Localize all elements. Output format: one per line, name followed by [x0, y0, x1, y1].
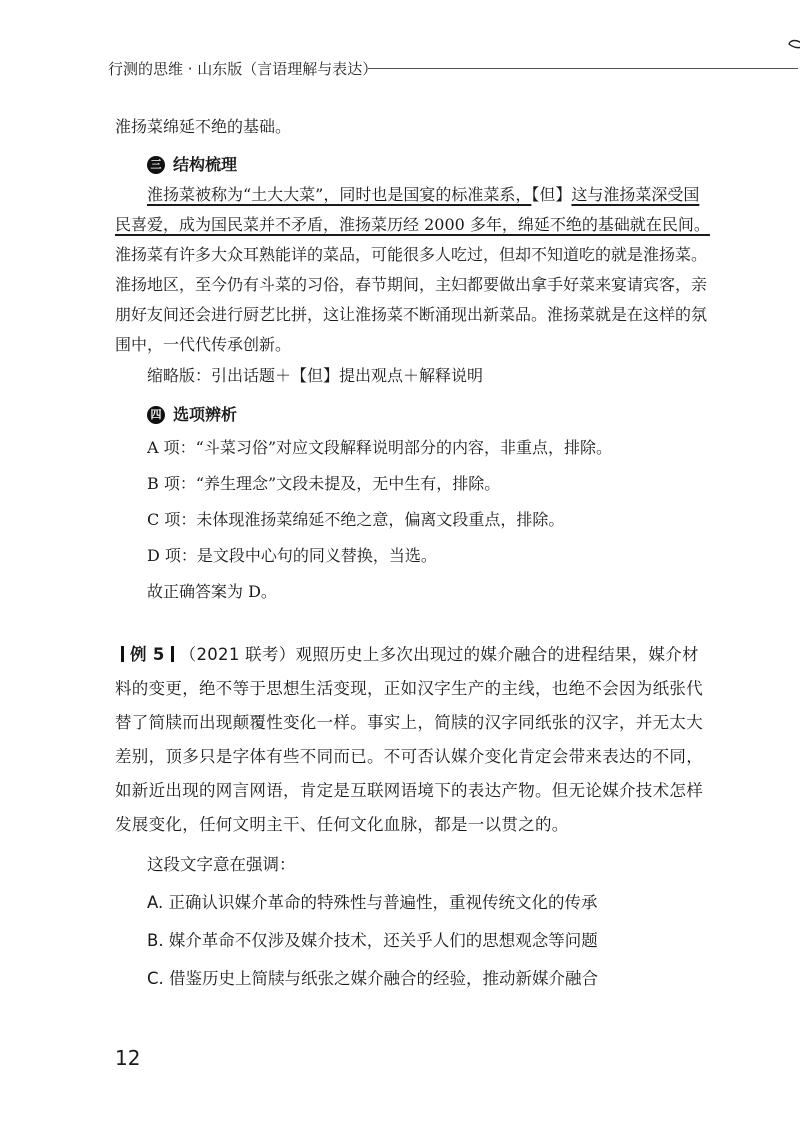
- page-content: [115, 112, 715, 998]
- answer-line: 故正确答案为 D。: [147, 582, 277, 601]
- summary-line: 缩略版：引出话题＋【但】提出观点＋解释说明: [147, 366, 484, 385]
- option-analysis-d: D 项：是文段中心句的同义替换，当选。: [147, 546, 437, 565]
- example-bar-left: [121, 646, 124, 662]
- choice-c: C. 借鉴历史上简牍与纸张之媒介融合的经验，推动新媒介融合: [147, 969, 599, 988]
- contrast-marker: 【但】: [531, 185, 572, 204]
- lead-text: 淮扬菜绵延不绝的基础。: [115, 117, 292, 136]
- option-analysis-a: A 项：“斗菜习俗”对应文段解释说明部分的内容，非重点，排除。: [147, 438, 613, 457]
- section-title: 结构梳理: [173, 155, 238, 174]
- choice-b: B. 媒介革命不仅涉及媒介技术，还关乎人们的思想观念等问题: [147, 931, 598, 950]
- example-bar-right: [171, 646, 174, 662]
- section-heading-options: [115, 400, 715, 430]
- topic-sentence: 淮扬菜被称为“土大大菜”，同时也是国宴的标准菜系，: [147, 185, 532, 204]
- section-badge-icon: 四: [147, 406, 165, 424]
- example-tag: 例 5: [130, 645, 165, 664]
- option-analysis-b: B 项：“养生理念”文段未提及，无中生有，排除。: [147, 474, 501, 493]
- structure-paragraph: [115, 180, 715, 360]
- explanation-text: 淮扬菜有许多大众耳熟能详的菜品，可能很多人吃过，但却不知道吃的就是淮扬菜。淮扬地区，至今仍有斗菜的习俗，春节期间，主妇都要做出拿手好菜来宴请宾客，亲朋好友间还会进行厨艺比拼，这让淮扬菜不断涌现出新菜品。淮扬菜就是在这样的氛围中，一代代传承创新。: [115, 245, 708, 354]
- book-title: 行测的思维 · 山东版（言语理解与表达）: [108, 60, 378, 78]
- example-body: （2021 联考）观照历史上多次出现过的媒介融合的进程结果，媒介材料的变更，绝不等于思想生活变现，正如汉字生产的主线，也绝不会因为纸张代替了简牍而出现颠覆性变化一样。事实上，简牍的汉字同纸张的汉字，并无太大差别，顶多只是字体有些不同而已。不可否认媒介变化肯定会带来表达的不同，如新近出现的网言网语，肯定是互联网语境下的表达产物。但无论媒介技术怎样发展变化，任何文明主干、任何文化血脉，都是一以贯之的。: [115, 645, 703, 834]
- option-analysis-c: C 项：未体现淮扬菜绵延不绝之意，偏离文段重点，排除。: [147, 510, 565, 529]
- main-point: 这与淮扬菜深受国民喜爱，成为国民菜并不矛盾，淮扬菜历经 2000 多年，绵延不绝的基础就在民间。: [115, 185, 710, 234]
- section-heading-structure: [115, 150, 715, 180]
- choice-a: A. 正确认识媒介革命的特殊性与普遍性，重视传统文化的传承: [147, 893, 598, 912]
- sprout-icon: [786, 34, 800, 64]
- section-title: 选项辨析: [173, 405, 238, 424]
- page-number: 12: [115, 1046, 141, 1070]
- header-rule: [368, 68, 798, 69]
- question-stem: 这段文字意在强调：: [147, 855, 296, 874]
- running-header: [108, 56, 708, 80]
- section-badge-icon: 三: [147, 156, 165, 174]
- example-passage: [115, 638, 715, 842]
